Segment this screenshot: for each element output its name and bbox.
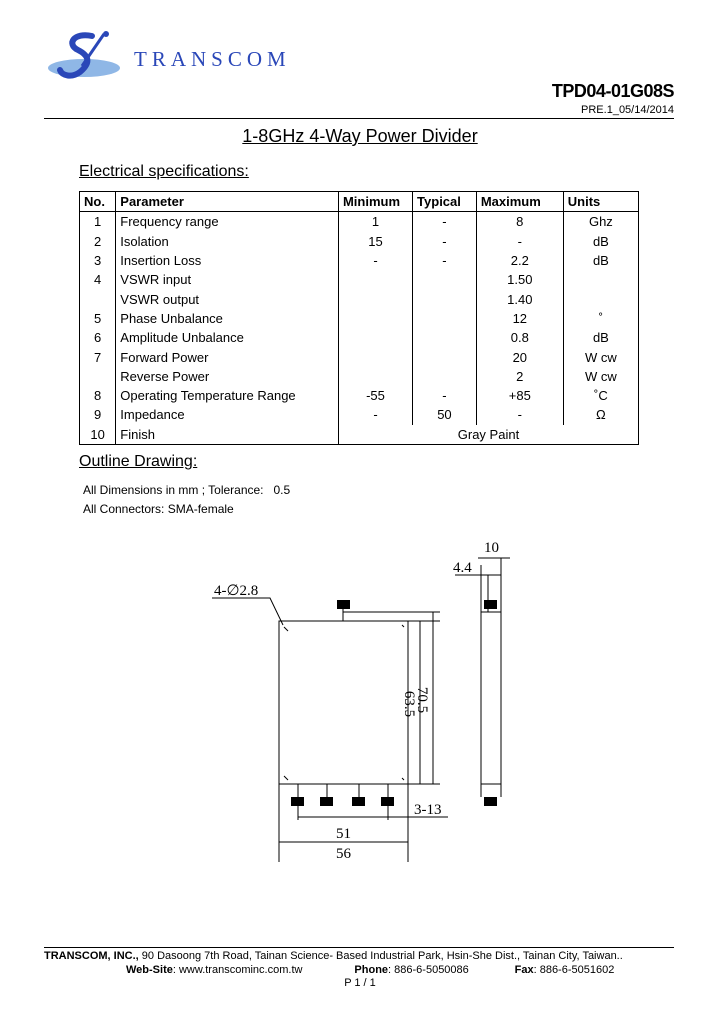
cell-param: Reverse Power — [116, 367, 339, 386]
column-header: Maximum — [476, 192, 563, 212]
outline-drawing — [0, 530, 720, 870]
cell-typical: - — [413, 212, 477, 232]
cell-no: 7 — [80, 347, 116, 366]
spec-table — [79, 191, 639, 445]
cell-no — [80, 289, 116, 308]
dim-width-inner-label: 51 — [336, 826, 351, 842]
table-row — [80, 347, 639, 366]
connector-icon — [291, 797, 304, 806]
cell-units: ˚C — [563, 386, 638, 405]
cell-units — [563, 270, 638, 289]
footer-phone-label: Phone — [354, 964, 389, 976]
cell-maximum: 12 — [476, 309, 563, 328]
cell-no: 2 — [80, 232, 116, 251]
footer-fax: : 886-6-5051602 — [533, 964, 615, 976]
cell-no: 6 — [80, 328, 116, 347]
cell-typical: - — [413, 232, 477, 251]
cell-typical: 50 — [413, 405, 477, 424]
page-number: P 1 / 1 — [344, 977, 376, 989]
cell-maximum: 0.8 — [476, 328, 563, 347]
cell-param: Isolation — [116, 232, 339, 251]
table-row — [80, 367, 639, 386]
spec-table-header — [80, 192, 639, 212]
dim-pitch-label: 3-13 — [414, 802, 442, 818]
cell-minimum: -55 — [338, 386, 412, 405]
table-row — [80, 309, 639, 328]
footer-address-line — [44, 950, 623, 962]
cell-units: dB — [563, 328, 638, 347]
divider-body-outline — [279, 621, 408, 784]
table-row — [80, 212, 639, 232]
connector-icon — [320, 797, 333, 806]
company-logo-text: TRANSCOM — [134, 47, 291, 71]
cell-minimum — [338, 289, 412, 308]
cell-typical: - — [413, 251, 477, 270]
cell-maximum: - — [476, 405, 563, 424]
connectors-note: All Connectors: SMA-female — [83, 502, 234, 516]
cell-param: Operating Temperature Range — [116, 386, 339, 405]
dim-depth-total-label: 10 — [484, 540, 499, 556]
connector-icon — [484, 600, 497, 609]
cell-param: Insertion Loss — [116, 251, 339, 270]
dim-width-outer-label: 56 — [336, 846, 351, 862]
footer-website[interactable]: : www.transcominc.com.tw — [172, 964, 303, 976]
footer-address: 90 Dasoong 7th Road, Tainan Science- Based Industrial Park, Hsin-She Dist., Tainan City, Taiwan.. — [138, 950, 623, 962]
cell-units: W cw — [563, 347, 638, 366]
cell-finish-value: Gray Paint — [338, 425, 638, 445]
cell-minimum — [338, 309, 412, 328]
cell-typical — [413, 328, 477, 347]
cell-param: Forward Power — [116, 347, 339, 366]
column-header: Typical — [413, 192, 477, 212]
connector-icons — [291, 600, 497, 806]
table-row — [80, 232, 639, 251]
dim-height-outer-label: 70.5 — [414, 686, 430, 714]
electrical-spec-heading: Electrical specifications: — [79, 163, 249, 180]
footer-contact-line — [126, 964, 614, 976]
cell-typical — [413, 347, 477, 366]
connector-icon — [381, 797, 394, 806]
outline-drawing-heading: Outline Drawing: — [79, 453, 198, 470]
cell-no: 4 — [80, 270, 116, 289]
table-row — [80, 289, 639, 308]
connector-icon — [484, 797, 497, 806]
cell-typical: - — [413, 386, 477, 405]
cell-typical — [413, 289, 477, 308]
cell-minimum: 15 — [338, 232, 412, 251]
table-row — [80, 405, 639, 424]
footer-website-label: Web-Site — [126, 964, 173, 976]
column-header: Minimum — [338, 192, 412, 212]
cell-minimum: - — [338, 405, 412, 424]
cell-no: 5 — [80, 309, 116, 328]
footer-divider — [44, 947, 674, 948]
dim-height-inner-label: 63.5 — [401, 690, 417, 718]
document-title: 1-8GHz 4-Way Power Divider — [242, 126, 478, 146]
cell-maximum: 1.40 — [476, 289, 563, 308]
dim-depth-inner-label: 4.4 — [453, 560, 472, 576]
table-row — [80, 386, 639, 405]
table-row — [80, 251, 639, 270]
cell-no — [80, 367, 116, 386]
cell-minimum — [338, 270, 412, 289]
cell-param: Phase Unbalance — [116, 309, 339, 328]
cell-param: VSWR input — [116, 270, 339, 289]
footer-fax-label: Fax — [514, 964, 534, 976]
cell-typical — [413, 309, 477, 328]
cell-units: dB — [563, 251, 638, 270]
document-code: TPD04-01G08S — [551, 81, 674, 101]
header-divider — [44, 118, 674, 119]
cell-units: Ghz — [563, 212, 638, 232]
cell-param: Impedance — [116, 405, 339, 424]
column-header: No. — [80, 192, 116, 212]
footer-company: TRANSCOM, INC., — [44, 950, 139, 962]
cell-minimum: 1 — [338, 212, 412, 232]
cell-no: 10 — [80, 425, 116, 445]
cell-no: 9 — [80, 405, 116, 424]
connector-icon — [352, 797, 365, 806]
cell-no: 3 — [80, 251, 116, 270]
cell-minimum — [338, 367, 412, 386]
cell-maximum: 2.2 — [476, 251, 563, 270]
footer-phone: : 886-6-5050086 — [388, 964, 469, 976]
connector-icon — [337, 600, 350, 609]
table-row — [80, 328, 639, 347]
cell-units: ˚ — [563, 309, 638, 328]
cell-units: W cw — [563, 367, 638, 386]
dimensions-note: All Dimensions in mm ; Tolerance: 0.5 — [83, 483, 291, 497]
cell-typical — [413, 270, 477, 289]
cell-typical — [413, 367, 477, 386]
cell-maximum: 1.50 — [476, 270, 563, 289]
cell-no: 8 — [80, 386, 116, 405]
cell-maximum: - — [476, 232, 563, 251]
cell-param: VSWR output — [116, 289, 339, 308]
cell-maximum: 8 — [476, 212, 563, 232]
table-row — [80, 270, 639, 289]
cell-no: 1 — [80, 212, 116, 232]
cell-minimum — [338, 328, 412, 347]
cell-maximum: +85 — [476, 386, 563, 405]
cell-param: Finish — [116, 425, 339, 445]
cell-param: Frequency range — [116, 212, 339, 232]
cell-minimum — [338, 347, 412, 366]
dim-hole-label: 4-∅2.8 — [214, 583, 259, 599]
column-header: Parameter — [116, 192, 339, 212]
cell-param: Amplitude Unbalance — [116, 328, 339, 347]
cell-units: dB — [563, 232, 638, 251]
column-header: Units — [563, 192, 638, 212]
cell-units: Ω — [563, 405, 638, 424]
cell-minimum: - — [338, 251, 412, 270]
cell-maximum: 2 — [476, 367, 563, 386]
cell-maximum: 20 — [476, 347, 563, 366]
table-row — [80, 425, 639, 445]
transcom-logo-icon — [44, 28, 130, 82]
cell-units — [563, 289, 638, 308]
revision-date: PRE.1_05/14/2014 — [581, 104, 674, 116]
